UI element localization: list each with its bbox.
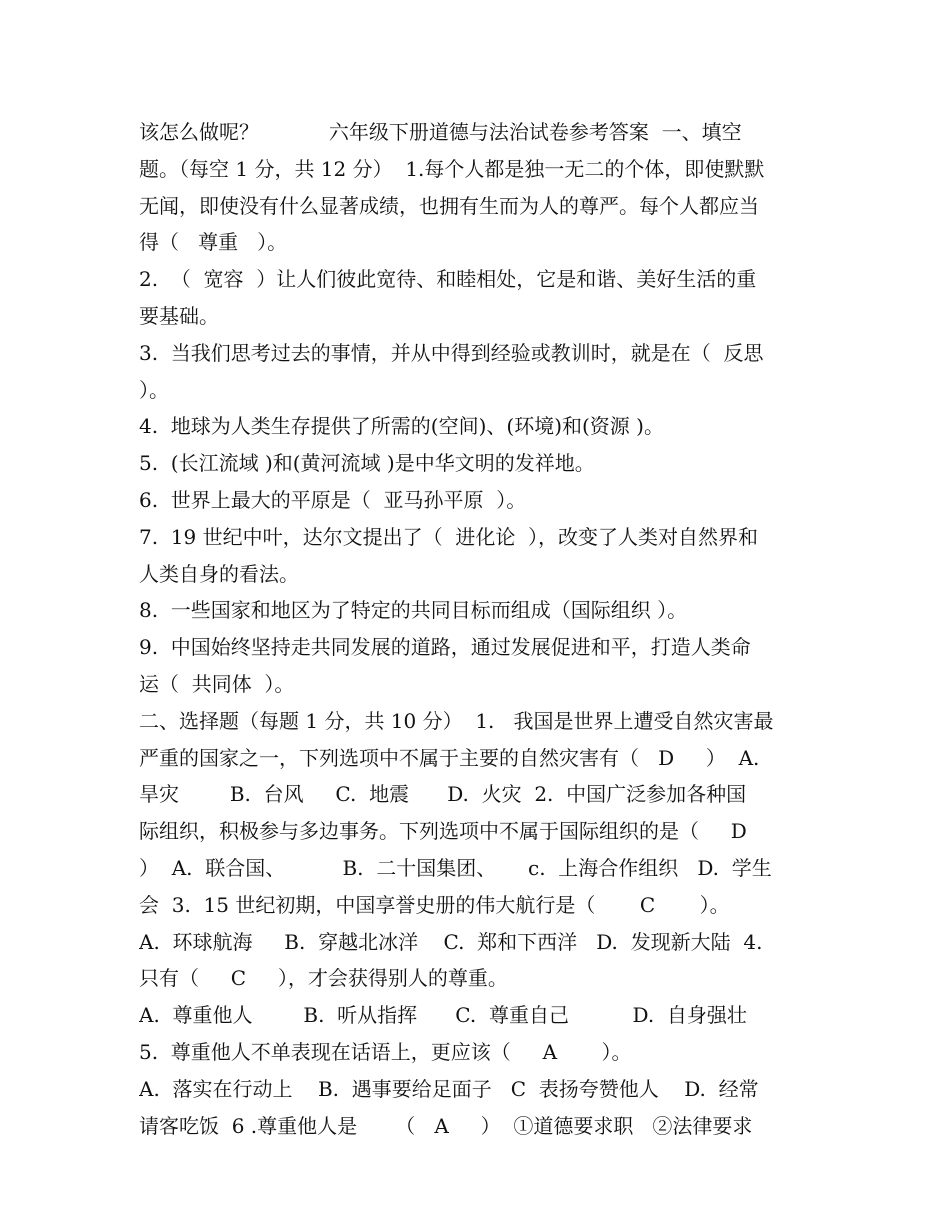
- text-line: 只有（ C ），才会获得别人的尊重。: [139, 966, 508, 991]
- text-line: 无闻，即使没有什么显著成绩，也拥有生而为人的尊严。每个人都应当: [139, 193, 759, 218]
- text-line: 8. 一些国家和地区为了特定的共同目标而组成（国际组织 ）。: [139, 598, 688, 623]
- text-line: 请客吃饭 6 .尊重他人是 （ A ） ①道德要求职 ②法律要求: [139, 1113, 753, 1138]
- text-line: 人类自身的看法。: [139, 561, 299, 586]
- text-line: A. 落实在行动上 B. 遇事要给足面子 C 表扬夸赞他人 D. 经常: [139, 1076, 759, 1101]
- text-line: 要基础。: [139, 303, 219, 328]
- text-line: 该怎么做呢？ 六年级下册道德与法治试卷参考答案 一、填空: [139, 120, 742, 144]
- text-line: 得（ 尊重 ）。: [139, 230, 288, 255]
- text-line: A. 环球航海 B. 穿越北冰洋 C. 郑和下西洋 D. 发现新大陆 4.: [139, 929, 763, 954]
- text-line: 6. 世界上最大的平原是（ 亚马孙平原 ）。: [139, 487, 527, 512]
- text-line: 2. （ 宽容 ）让人们彼此宽待、和睦相处，它是和谐、美好生活的重: [139, 267, 757, 292]
- text-line: 二、选择题（每题 1 分，共 10 分） 1. 我国是世界上遭受自然灾害最: [139, 708, 774, 733]
- text-line: 7. 19 世纪中叶，达尔文提出了（ 进化论 ），改变了人类对自然界和: [139, 524, 759, 549]
- text-line: 题。（每空 1 分，共 12 分） 1.每个人都是独一无二的个体，即使默默: [139, 156, 765, 181]
- text-line: 运（ 共同体 ）。: [139, 671, 295, 696]
- text-line: 会 3. 15 世纪初期，中国享誉史册的伟大航行是（ C ）。: [139, 892, 730, 917]
- text-line: 3. 当我们思考过去的事情，并从中得到经验或教训时，就是在（ 反思: [139, 340, 764, 365]
- text-line: A. 尊重他人 B. 听从指挥 C. 尊重自己 D. 自身强壮: [139, 1003, 747, 1028]
- text-line: 严重的国家之一，下列选项中不属于主要的自然灾害有（ D ） A.: [139, 745, 760, 770]
- text-line: 5. (长江流域 )和(黄河流域 )是中华文明的发祥地。: [139, 451, 595, 476]
- text-line: ） A. 联合国、 B. 二十国集团、 c. 上海合作组织 D. 学生: [139, 855, 772, 880]
- text-line: 5. 尊重他人不单表现在话语上，更应该（ A ）。: [139, 1039, 632, 1064]
- text-line: 旱灾 B. 台风 C. 地震 D. 火灾 2. 中国广泛参加各种国: [139, 782, 747, 807]
- text-line: 4. 地球为人类生存提供了所需的(空间)、(环境)和(资源 )。: [139, 414, 664, 439]
- text-line: ）。: [139, 377, 169, 402]
- text-line: 际组织，积极参与多边事务。下列选项中不属于国际组织的是（ D: [139, 819, 747, 844]
- text-line: 9. 中国始终坚持走共同发展的道路，通过发展促进和平，打造人类命: [139, 635, 751, 660]
